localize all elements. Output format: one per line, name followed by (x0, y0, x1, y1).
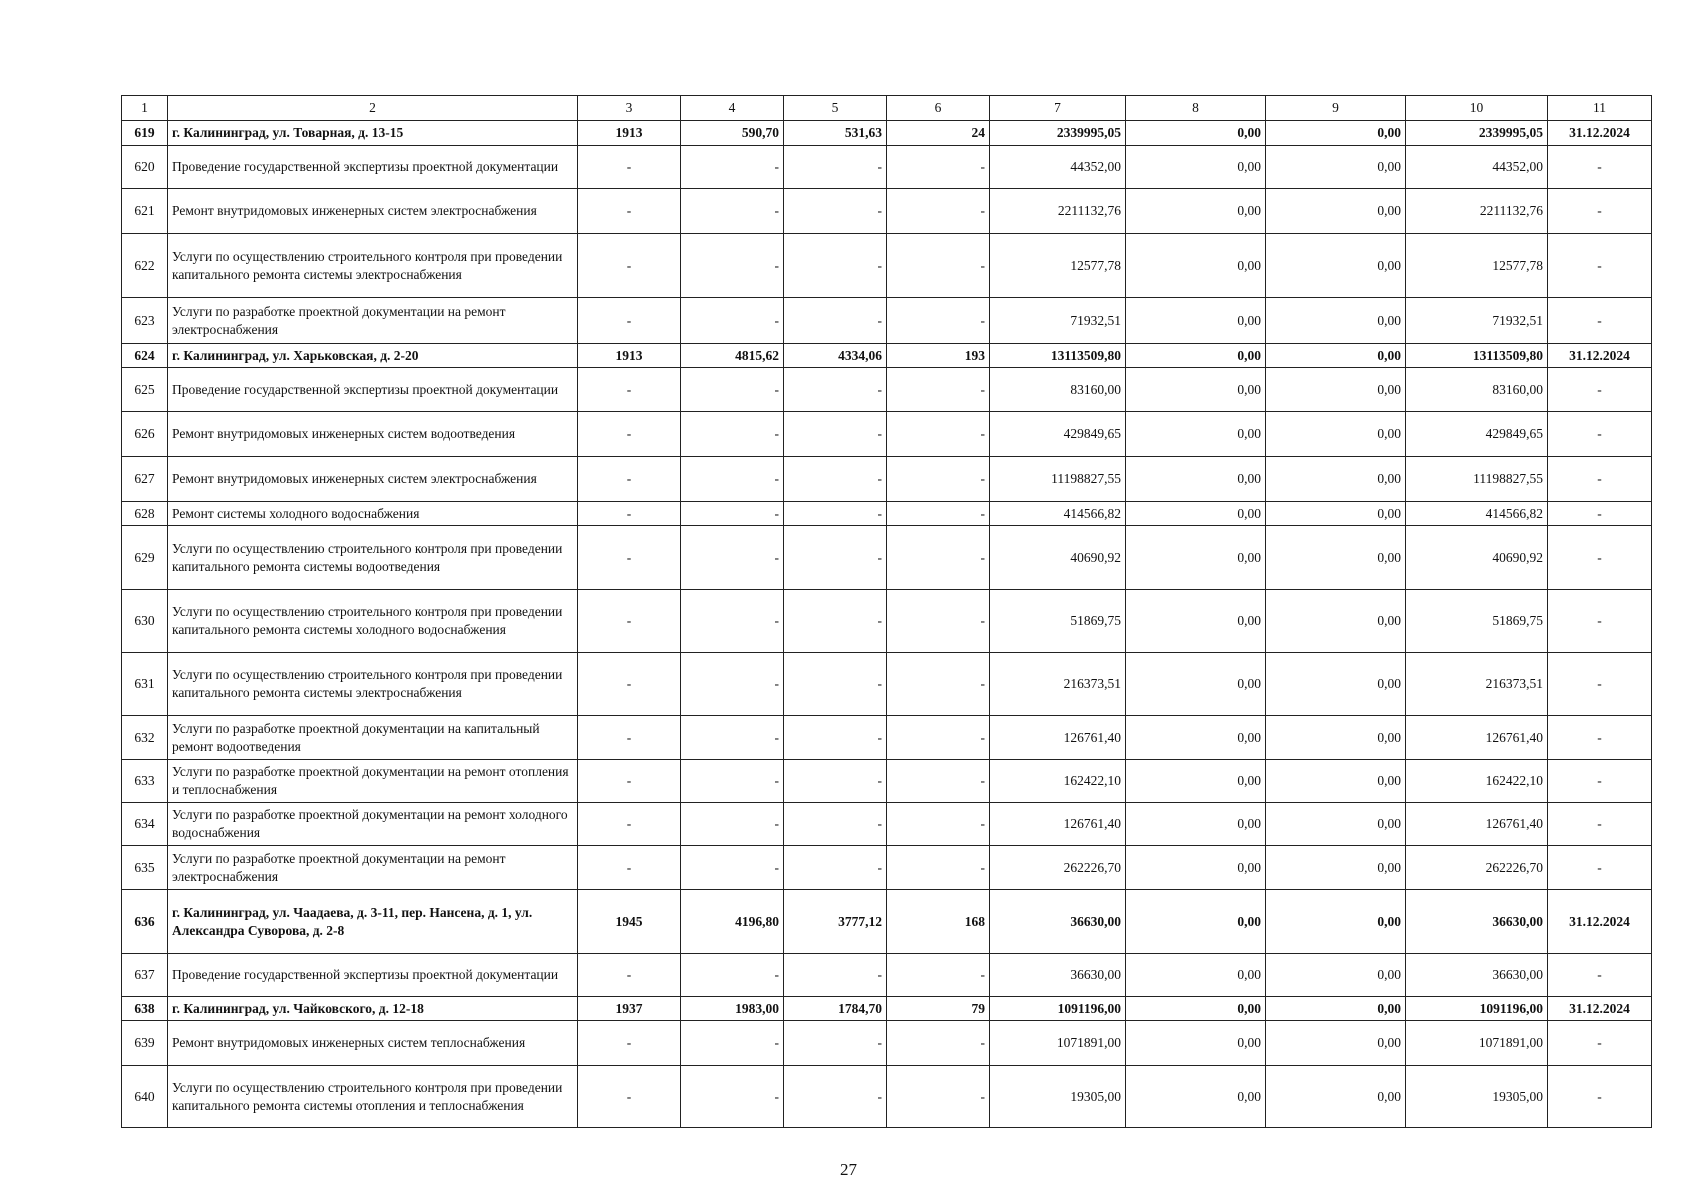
row-number-cell: 620 (122, 146, 168, 189)
living-area-cell: - (784, 526, 887, 590)
building-row (122, 997, 1652, 1021)
table-body (122, 96, 1652, 1128)
total-area-cell: - (681, 502, 784, 526)
total-area-cell: - (681, 846, 784, 890)
work-item-row (122, 234, 1652, 298)
owner-funds-cell: 11198827,55 (1406, 457, 1548, 502)
living-area-cell: - (784, 412, 887, 457)
total-area-cell: - (681, 457, 784, 502)
total-cost-cell: 262226,70 (990, 846, 1126, 890)
work-item-row (122, 760, 1652, 803)
description-cell: Проведение государственной экспертизы проектной документации (168, 368, 578, 412)
living-area-cell: - (784, 803, 887, 846)
regional-funds-cell: 0,00 (1266, 803, 1406, 846)
living-area-cell: - (784, 760, 887, 803)
residents-cell: - (887, 954, 990, 997)
federal-funds-cell: 0,00 (1126, 457, 1266, 502)
total-area-cell: - (681, 653, 784, 716)
living-area-cell: - (784, 954, 887, 997)
year-cell: 1913 (578, 121, 681, 146)
regional-funds-cell: 0,00 (1266, 298, 1406, 344)
owner-funds-cell: 2211132,76 (1406, 189, 1548, 234)
deadline-cell: - (1548, 846, 1652, 890)
total-area-cell: - (681, 526, 784, 590)
description-cell: Услуги по осуществлению строительного контроля при проведении капитального ремонта системы водоотведения (168, 526, 578, 590)
residents-cell: - (887, 457, 990, 502)
work-item-row (122, 846, 1652, 890)
row-number-cell: 636 (122, 890, 168, 954)
residents-cell: - (887, 146, 990, 189)
living-area-cell: - (784, 457, 887, 502)
deadline-cell: - (1548, 146, 1652, 189)
living-area-cell: - (784, 234, 887, 298)
row-number-cell: 628 (122, 502, 168, 526)
description-cell: Услуги по разработке проектной документации на ремонт отопления и теплоснабжения (168, 760, 578, 803)
total-area-cell: - (681, 803, 784, 846)
year-cell: 1945 (578, 890, 681, 954)
total-cost-cell: 2339995,05 (990, 121, 1126, 146)
total-cost-cell: 162422,10 (990, 760, 1126, 803)
row-number-cell: 626 (122, 412, 168, 457)
owner-funds-cell: 1071891,00 (1406, 1021, 1548, 1066)
building-row (122, 121, 1652, 146)
column-header: 10 (1406, 96, 1548, 121)
total-cost-cell: 11198827,55 (990, 457, 1126, 502)
federal-funds-cell: 0,00 (1126, 121, 1266, 146)
residents-cell: 168 (887, 890, 990, 954)
year-cell: 1937 (578, 997, 681, 1021)
regional-funds-cell: 0,00 (1266, 1066, 1406, 1128)
year-cell: - (578, 1021, 681, 1066)
work-item-row (122, 502, 1652, 526)
work-item-row (122, 368, 1652, 412)
row-number-cell: 621 (122, 189, 168, 234)
row-number-cell: 639 (122, 1021, 168, 1066)
federal-funds-cell: 0,00 (1126, 298, 1266, 344)
deadline-cell: - (1548, 954, 1652, 997)
owner-funds-cell: 44352,00 (1406, 146, 1548, 189)
total-area-cell: - (681, 1021, 784, 1066)
work-item-row (122, 590, 1652, 653)
federal-funds-cell: 0,00 (1126, 954, 1266, 997)
column-header: 1 (122, 96, 168, 121)
total-area-cell: - (681, 189, 784, 234)
residents-cell: - (887, 716, 990, 760)
total-cost-cell: 1071891,00 (990, 1021, 1126, 1066)
total-area-cell: 590,70 (681, 121, 784, 146)
year-cell: - (578, 234, 681, 298)
owner-funds-cell: 40690,92 (1406, 526, 1548, 590)
deadline-cell: - (1548, 298, 1652, 344)
deadline-cell: - (1548, 457, 1652, 502)
row-number-cell: 637 (122, 954, 168, 997)
year-cell: - (578, 803, 681, 846)
deadline-cell: - (1548, 716, 1652, 760)
living-area-cell: - (784, 1066, 887, 1128)
description-cell: Услуги по осуществлению строительного контроля при проведении капитального ремонта системы отопления и теплоснабжения (168, 1066, 578, 1128)
residents-cell: - (887, 590, 990, 653)
residents-cell: - (887, 846, 990, 890)
living-area-cell: - (784, 189, 887, 234)
description-cell: Услуги по разработке проектной документации на капитальный ремонт водоотведения (168, 716, 578, 760)
work-item-row (122, 1021, 1652, 1066)
living-area-cell: - (784, 590, 887, 653)
year-cell: - (578, 653, 681, 716)
residents-cell: - (887, 189, 990, 234)
year-cell: 1913 (578, 344, 681, 368)
row-number-cell: 624 (122, 344, 168, 368)
residents-cell: - (887, 1066, 990, 1128)
deadline-cell: - (1548, 653, 1652, 716)
total-cost-cell: 51869,75 (990, 590, 1126, 653)
deadline-cell: - (1548, 368, 1652, 412)
total-area-cell: - (681, 1066, 784, 1128)
living-area-cell: - (784, 653, 887, 716)
column-header: 2 (168, 96, 578, 121)
total-cost-cell: 126761,40 (990, 716, 1126, 760)
federal-funds-cell: 0,00 (1126, 997, 1266, 1021)
row-number-cell: 622 (122, 234, 168, 298)
living-area-cell: - (784, 502, 887, 526)
total-cost-cell: 36630,00 (990, 954, 1126, 997)
owner-funds-cell: 83160,00 (1406, 368, 1548, 412)
regional-funds-cell: 0,00 (1266, 344, 1406, 368)
owner-funds-cell: 36630,00 (1406, 890, 1548, 954)
federal-funds-cell: 0,00 (1126, 846, 1266, 890)
year-cell: - (578, 760, 681, 803)
column-header: 7 (990, 96, 1126, 121)
regional-funds-cell: 0,00 (1266, 234, 1406, 298)
year-cell: - (578, 526, 681, 590)
description-cell: Услуги по осуществлению строительного контроля при проведении капитального ремонта системы электроснабжения (168, 234, 578, 298)
living-area-cell: - (784, 298, 887, 344)
living-area-cell: 531,63 (784, 121, 887, 146)
living-area-cell: - (784, 368, 887, 412)
description-cell: Проведение государственной экспертизы проектной документации (168, 954, 578, 997)
residents-cell: - (887, 760, 990, 803)
repair-program-table (121, 95, 1652, 1128)
row-number-cell: 625 (122, 368, 168, 412)
description-cell: г. Калининград, ул. Товарная, д. 13-15 (168, 121, 578, 146)
living-area-cell: - (784, 1021, 887, 1066)
column-header: 11 (1548, 96, 1652, 121)
year-cell: - (578, 189, 681, 234)
owner-funds-cell: 2339995,05 (1406, 121, 1548, 146)
living-area-cell: 1784,70 (784, 997, 887, 1021)
living-area-cell: - (784, 846, 887, 890)
row-number-cell: 638 (122, 997, 168, 1021)
year-cell: - (578, 590, 681, 653)
owner-funds-cell: 51869,75 (1406, 590, 1548, 653)
row-number-cell: 634 (122, 803, 168, 846)
column-header: 6 (887, 96, 990, 121)
work-item-row (122, 954, 1652, 997)
year-cell: - (578, 1066, 681, 1128)
row-number-cell: 623 (122, 298, 168, 344)
deadline-cell: 31.12.2024 (1548, 344, 1652, 368)
total-cost-cell: 36630,00 (990, 890, 1126, 954)
row-number-cell: 629 (122, 526, 168, 590)
column-header: 4 (681, 96, 784, 121)
row-number-cell: 633 (122, 760, 168, 803)
residents-cell: - (887, 502, 990, 526)
living-area-cell: - (784, 146, 887, 189)
column-header: 3 (578, 96, 681, 121)
column-header: 9 (1266, 96, 1406, 121)
federal-funds-cell: 0,00 (1126, 234, 1266, 298)
total-cost-cell: 44352,00 (990, 146, 1126, 189)
owner-funds-cell: 19305,00 (1406, 1066, 1548, 1128)
deadline-cell: - (1548, 502, 1652, 526)
row-number-cell: 631 (122, 653, 168, 716)
residents-cell: - (887, 412, 990, 457)
deadline-cell: 31.12.2024 (1548, 890, 1652, 954)
owner-funds-cell: 162422,10 (1406, 760, 1548, 803)
total-cost-cell: 19305,00 (990, 1066, 1126, 1128)
total-area-cell: - (681, 368, 784, 412)
owner-funds-cell: 71932,51 (1406, 298, 1548, 344)
deadline-cell: - (1548, 189, 1652, 234)
total-cost-cell: 1091196,00 (990, 997, 1126, 1021)
total-cost-cell: 12577,78 (990, 234, 1126, 298)
regional-funds-cell: 0,00 (1266, 121, 1406, 146)
residents-cell: 79 (887, 997, 990, 1021)
description-cell: Услуги по разработке проектной документации на ремонт электроснабжения (168, 298, 578, 344)
owner-funds-cell: 216373,51 (1406, 653, 1548, 716)
deadline-cell: 31.12.2024 (1548, 121, 1652, 146)
description-cell: Услуги по разработке проектной документации на ремонт холодного водоснабжения (168, 803, 578, 846)
total-area-cell: - (681, 760, 784, 803)
row-number-cell: 635 (122, 846, 168, 890)
regional-funds-cell: 0,00 (1266, 653, 1406, 716)
year-cell: - (578, 146, 681, 189)
building-row (122, 344, 1652, 368)
work-item-row (122, 298, 1652, 344)
work-item-row (122, 412, 1652, 457)
column-number-row (122, 96, 1652, 121)
column-header: 5 (784, 96, 887, 121)
total-area-cell: 4196,80 (681, 890, 784, 954)
year-cell: - (578, 846, 681, 890)
residents-cell: - (887, 368, 990, 412)
description-cell: Ремонт внутридомовых инженерных систем электроснабжения (168, 189, 578, 234)
living-area-cell: 3777,12 (784, 890, 887, 954)
row-number-cell: 619 (122, 121, 168, 146)
year-cell: - (578, 368, 681, 412)
owner-funds-cell: 12577,78 (1406, 234, 1548, 298)
total-area-cell: - (681, 234, 784, 298)
federal-funds-cell: 0,00 (1126, 590, 1266, 653)
residents-cell: - (887, 1021, 990, 1066)
work-item-row (122, 1066, 1652, 1128)
description-cell: Ремонт внутридомовых инженерных систем электроснабжения (168, 457, 578, 502)
description-cell: г. Калининград, ул. Чайковского, д. 12-18 (168, 997, 578, 1021)
total-cost-cell: 216373,51 (990, 653, 1126, 716)
work-item-row (122, 457, 1652, 502)
description-cell: Ремонт внутридомовых инженерных систем водоотведения (168, 412, 578, 457)
work-item-row (122, 803, 1652, 846)
total-cost-cell: 2211132,76 (990, 189, 1126, 234)
description-cell: Услуги по разработке проектной документации на ремонт электроснабжения (168, 846, 578, 890)
federal-funds-cell: 0,00 (1126, 526, 1266, 590)
deadline-cell: - (1548, 803, 1652, 846)
owner-funds-cell: 126761,40 (1406, 716, 1548, 760)
year-cell: - (578, 502, 681, 526)
residents-cell: 193 (887, 344, 990, 368)
total-cost-cell: 83160,00 (990, 368, 1126, 412)
regional-funds-cell: 0,00 (1266, 1021, 1406, 1066)
building-row (122, 890, 1652, 954)
year-cell: - (578, 298, 681, 344)
total-area-cell: - (681, 590, 784, 653)
regional-funds-cell: 0,00 (1266, 890, 1406, 954)
description-cell: г. Калининград, ул. Чаадаева, д. 3-11, пер. Нансена, д. 1, ул. Александра Суворова, д. 2-8 (168, 890, 578, 954)
total-cost-cell: 71932,51 (990, 298, 1126, 344)
federal-funds-cell: 0,00 (1126, 1021, 1266, 1066)
row-number-cell: 627 (122, 457, 168, 502)
description-cell: г. Калининград, ул. Харьковская, д. 2-20 (168, 344, 578, 368)
deadline-cell: - (1548, 590, 1652, 653)
work-item-row (122, 716, 1652, 760)
description-cell: Услуги по осуществлению строительного контроля при проведении капитального ремонта системы электроснабжения (168, 653, 578, 716)
federal-funds-cell: 0,00 (1126, 1066, 1266, 1128)
deadline-cell: - (1548, 412, 1652, 457)
total-area-cell: 1983,00 (681, 997, 784, 1021)
description-cell: Ремонт внутридомовых инженерных систем теплоснабжения (168, 1021, 578, 1066)
regional-funds-cell: 0,00 (1266, 368, 1406, 412)
total-area-cell: 4815,62 (681, 344, 784, 368)
residents-cell: - (887, 803, 990, 846)
owner-funds-cell: 13113509,80 (1406, 344, 1548, 368)
regional-funds-cell: 0,00 (1266, 146, 1406, 189)
deadline-cell: - (1548, 1066, 1652, 1128)
total-cost-cell: 126761,40 (990, 803, 1126, 846)
deadline-cell: - (1548, 526, 1652, 590)
total-area-cell: - (681, 716, 784, 760)
residents-cell: - (887, 526, 990, 590)
regional-funds-cell: 0,00 (1266, 590, 1406, 653)
federal-funds-cell: 0,00 (1126, 760, 1266, 803)
federal-funds-cell: 0,00 (1126, 653, 1266, 716)
owner-funds-cell: 429849,65 (1406, 412, 1548, 457)
regional-funds-cell: 0,00 (1266, 502, 1406, 526)
owner-funds-cell: 414566,82 (1406, 502, 1548, 526)
residents-cell: 24 (887, 121, 990, 146)
regional-funds-cell: 0,00 (1266, 716, 1406, 760)
living-area-cell: - (784, 716, 887, 760)
federal-funds-cell: 0,00 (1126, 502, 1266, 526)
work-item-row (122, 189, 1652, 234)
deadline-cell: 31.12.2024 (1548, 997, 1652, 1021)
federal-funds-cell: 0,00 (1126, 716, 1266, 760)
regional-funds-cell: 0,00 (1266, 846, 1406, 890)
page-number: 27 (840, 1160, 857, 1179)
regional-funds-cell: 0,00 (1266, 526, 1406, 590)
owner-funds-cell: 262226,70 (1406, 846, 1548, 890)
total-area-cell: - (681, 146, 784, 189)
year-cell: - (578, 716, 681, 760)
regional-funds-cell: 0,00 (1266, 997, 1406, 1021)
year-cell: - (578, 457, 681, 502)
regional-funds-cell: 0,00 (1266, 412, 1406, 457)
federal-funds-cell: 0,00 (1126, 189, 1266, 234)
description-cell: Услуги по осуществлению строительного контроля при проведении капитального ремонта системы холодного водоснабжения (168, 590, 578, 653)
owner-funds-cell: 126761,40 (1406, 803, 1548, 846)
description-cell: Проведение государственной экспертизы проектной документации (168, 146, 578, 189)
total-area-cell: - (681, 298, 784, 344)
total-cost-cell: 429849,65 (990, 412, 1126, 457)
regional-funds-cell: 0,00 (1266, 457, 1406, 502)
total-cost-cell: 40690,92 (990, 526, 1126, 590)
federal-funds-cell: 0,00 (1126, 803, 1266, 846)
total-area-cell: - (681, 412, 784, 457)
living-area-cell: 4334,06 (784, 344, 887, 368)
row-number-cell: 630 (122, 590, 168, 653)
row-number-cell: 640 (122, 1066, 168, 1128)
work-item-row (122, 146, 1652, 189)
federal-funds-cell: 0,00 (1126, 412, 1266, 457)
total-cost-cell: 13113509,80 (990, 344, 1126, 368)
residents-cell: - (887, 234, 990, 298)
row-number-cell: 632 (122, 716, 168, 760)
regional-funds-cell: 0,00 (1266, 954, 1406, 997)
federal-funds-cell: 0,00 (1126, 344, 1266, 368)
description-cell: Ремонт системы холодного водоснабжения (168, 502, 578, 526)
total-area-cell: - (681, 954, 784, 997)
owner-funds-cell: 36630,00 (1406, 954, 1548, 997)
year-cell: - (578, 954, 681, 997)
deadline-cell: - (1548, 1021, 1652, 1066)
deadline-cell: - (1548, 760, 1652, 803)
federal-funds-cell: 0,00 (1126, 368, 1266, 412)
residents-cell: - (887, 298, 990, 344)
regional-funds-cell: 0,00 (1266, 760, 1406, 803)
work-item-row (122, 526, 1652, 590)
federal-funds-cell: 0,00 (1126, 146, 1266, 189)
year-cell: - (578, 412, 681, 457)
work-item-row (122, 653, 1652, 716)
total-cost-cell: 414566,82 (990, 502, 1126, 526)
residents-cell: - (887, 653, 990, 716)
deadline-cell: - (1548, 234, 1652, 298)
regional-funds-cell: 0,00 (1266, 189, 1406, 234)
owner-funds-cell: 1091196,00 (1406, 997, 1548, 1021)
federal-funds-cell: 0,00 (1126, 890, 1266, 954)
column-header: 8 (1126, 96, 1266, 121)
